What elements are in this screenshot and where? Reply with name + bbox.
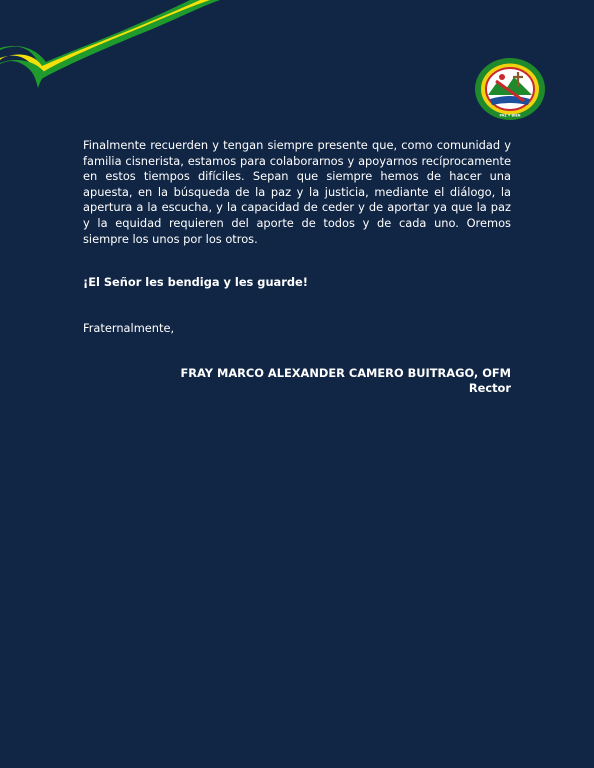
flag-ribbon (0, 0, 240, 100)
letter-body (83, 138, 511, 396)
svg-text:PAZ Y BIEN: PAZ Y BIEN (499, 113, 521, 118)
blessing-line: ¡El Señor les bendiga y les guarde! (83, 275, 308, 290)
school-seal-logo (474, 57, 546, 121)
signer-name: FRAY MARCO ALEXANDER CAMERO BUITRAGO, OFM (180, 366, 511, 381)
valediction: Fraternalmente, (83, 320, 175, 335)
closing-paragraph: Finalmente recuerden y tengan siempre presente que, como comunidad y familia cisnerista, estamos para colaborarnos y apoyarnos recíprocamente en estos tiempos difíciles. Sepan que siempre hemos de hacer una apuesta, en la búsqueda de la paz y la justicia, mediante el diálogo, la apertura a la escucha, y la capacidad de ceder y de aportar ya que la paz y la equidad requieren del aporte de todos y de cada uno. Oremos siempre los unos por los otros. (83, 138, 511, 246)
signer-title: Rector (468, 381, 511, 396)
signature-block (83, 366, 511, 396)
